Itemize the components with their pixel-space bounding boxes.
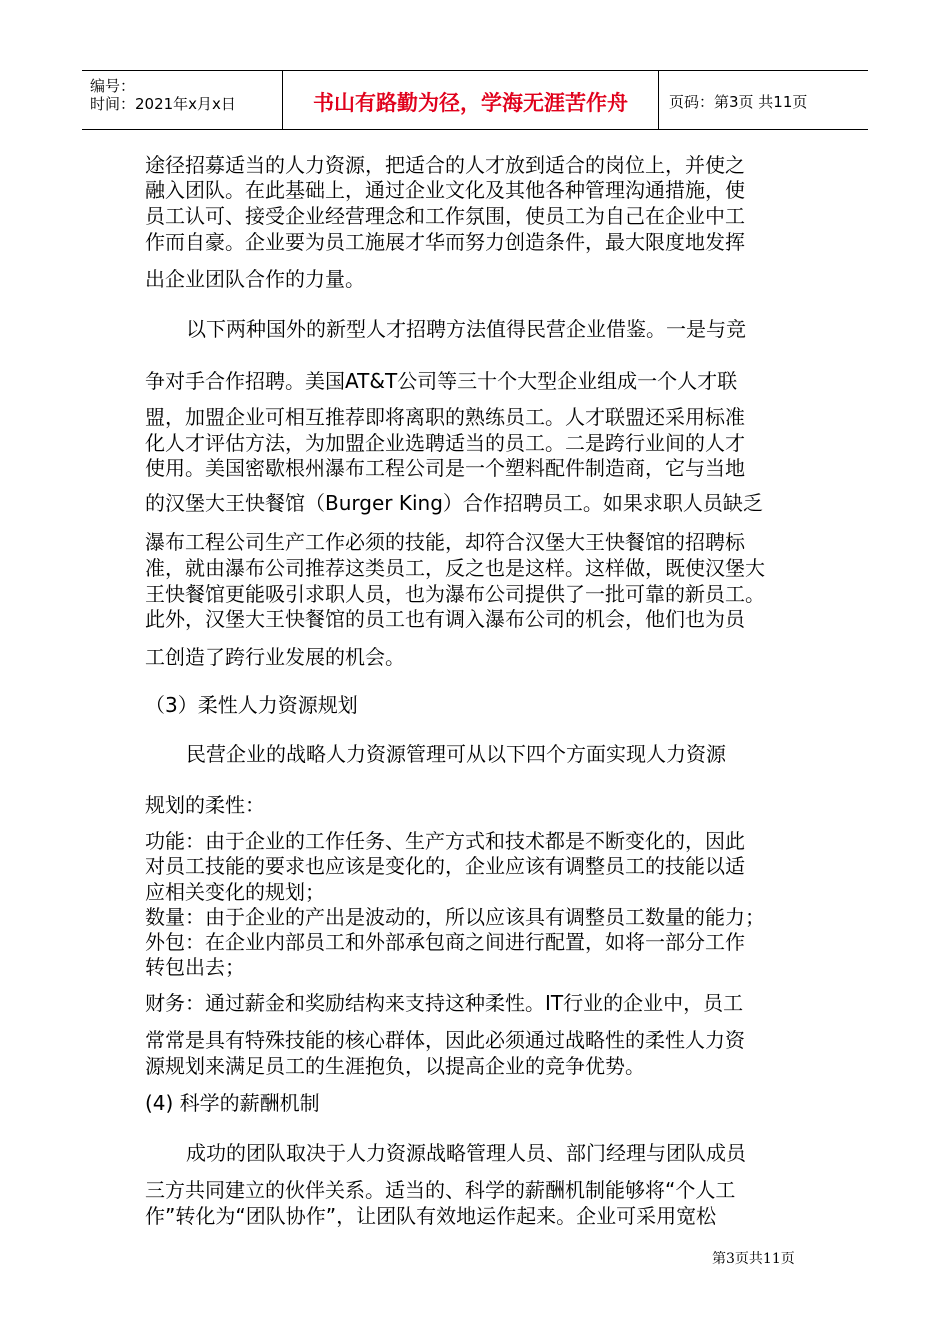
paragraph-first-line: 成功的团队取决于人力资源战略管理人员、部门经理与团队成员 [186,1141,746,1165]
page-footer: 第3页共11页 [712,1251,795,1267]
body-line: 王快餐馆更能吸引求职人员，也为瀑布公司提供了一批可靠的新员工。 [145,582,765,606]
header-motto: 书山有路勤为径，学海无涯苦作舟 [313,90,628,115]
body-line: 化人才评估方法，为加盟企业选聘适当的员工。二是跨行业间的人才 [145,431,745,455]
body-line: 出企业团队合作的力量。 [145,267,365,291]
paragraph-first-line: 民营企业的战略人力资源管理可从以下四个方面实现人力资源 [186,742,726,766]
body-line: 的汉堡大王快餐馆（Burger King）合作招聘员工。如果求职人员缺乏 [145,491,763,515]
body-line: 此外，汉堡大王快餐馆的员工也有调入瀑布公司的机会，他们也为员 [145,607,745,631]
paragraph-first-line: 以下两种国外的新型人才招聘方法值得民营企业借鉴。一是与竞 [186,317,746,341]
page-header [82,70,868,130]
body-line: 争对手合作招聘。美国AT&T公司等三十个大型企业组成一个人才联 [145,369,738,393]
body-line: 准，就由瀑布公司推荐这类员工，反之也是这样。这样做，既使汉堡大 [145,556,765,580]
body-line: 转包出去； [145,955,245,979]
body-line: 源规划来满足员工的生涯抱负，以提高企业的竞争优势。 [145,1054,645,1078]
body-line: 使用。美国密歇根州瀑布工程公司是一个塑料配件制造商，它与当地 [145,456,745,480]
header-motto-cell [283,71,659,129]
body-line: 数量：由于企业的产出是波动的，所以应该具有调整员工数量的能力； [145,905,765,929]
section-heading-3: （3）柔性人力资源规划 [145,693,358,717]
body-line: 外包：在企业内部员工和外部承包商之间进行配置，如将一部分工作 [145,930,745,954]
section-heading-4: (4) 科学的薪酬机制 [145,1091,320,1115]
body-line: 员工认可、接受企业经营理念和工作氛围，使员工为自己在企业中工 [145,204,745,228]
body-line: 途径招募适当的人力资源，把适合的人才放到适合的岗位上，并使之 [145,153,745,177]
body-line: 作而自豪。企业要为员工施展才华而努力创造条件，最大限度地发挥 [145,230,745,254]
body-line: 常常是具有特殊技能的核心群体，因此必须通过战略性的柔性人力资 [145,1028,745,1052]
body-line: 作”转化为“团队协作”，让团队有效地运作起来。企业可采用宽松 [145,1204,717,1228]
header-meta-cell [82,71,283,129]
body-line: 功能：由于企业的工作任务、生产方式和技术都是不断变化的，因此 [145,829,745,853]
header-page-code: 页码：第3页 共11页 [669,93,808,111]
body-line: 三方共同建立的伙伴关系。适当的、科学的薪酬机制能够将“个人工 [145,1178,736,1202]
body-line: 瀑布工程公司生产工作必须的技能，却符合汉堡大王快餐馆的招聘标 [145,530,745,554]
body-line: 融入团队。在此基础上，通过企业文化及其他各种管理沟通措施，使 [145,178,745,202]
document-number-label: 编号： [90,77,136,95]
body-line: 工创造了跨行业发展的机会。 [145,645,405,669]
body-line: 财务：通过薪金和奖励结构来支持这种柔性。IT行业的企业中，员工 [145,991,744,1015]
body-line: 规划的柔性： [145,793,265,817]
document-time-label: 时间：2021年x月x日 [90,95,236,113]
header-page-cell [659,71,868,129]
body-line: 对员工技能的要求也应该是变化的，企业应该有调整员工的技能以适 [145,854,745,878]
body-line: 盟，加盟企业可相互推荐即将离职的熟练员工。人才联盟还采用标准 [145,405,745,429]
body-line: 应相关变化的规划； [145,880,325,904]
